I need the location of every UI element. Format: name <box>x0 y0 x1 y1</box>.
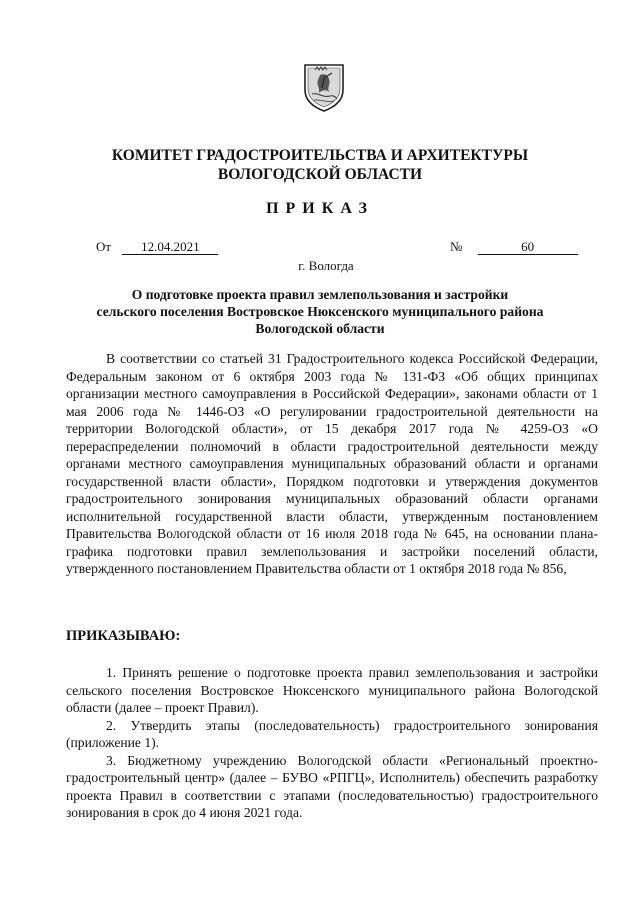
order-item-3: 3. Бюджетному учреждению Вологодской области «Региональный проектно-градостроительный центр» (далее – БУВО «РПГЦ», Исполнитель) обеспечить разработку проекта Правил в соответствии с этапами (последовательностью) градостроительного зонирования в срок до 4 июня 2021 года. <box>66 752 598 820</box>
date-value: 12.04.2021 <box>122 240 218 255</box>
subject-line-1: О подготовке проекта правил землепользования и застройки <box>131 287 509 302</box>
date-label: От <box>96 239 112 254</box>
order-directive: ПРИКАЗЫВАЮ: <box>66 628 181 644</box>
committee-name-line2: ВОЛОГОДСКОЙ ОБЛАСТИ <box>217 166 423 183</box>
subject-line-3: Вологодской области <box>255 321 385 336</box>
order-item-1: 1. Принять решение о подготовке проекта правил землепользования и застройки сельского поселения Востровское Нюксенского муниципального района Вологодской области (далее – проект Правил). <box>66 665 598 715</box>
number-label: № <box>450 239 463 254</box>
number-row <box>450 239 578 255</box>
document-type-title: ПРИКАЗ <box>266 200 374 217</box>
city: г. Вологда <box>298 258 354 273</box>
preamble <box>66 350 598 578</box>
date-row <box>96 239 218 255</box>
preamble-text: В соответствии со статьей 31 Градостроительного кодекса Российской Федерации, Федеральным законом от 6 октября 2003 года № 131-ФЗ «Об общих принципах организации местного самоуправления в Российской Федерации», законами области от 1 мая 2006 года № 1446-ОЗ «О регулировании градостроительной деятельности на территории Вологодской области», от 15 декабря 2017 года № 4259-ОЗ «О перераспределении полномочий в области градостроительной деятельности между органами местного самоуправления муниципальных образований области и органами государственной власти области», Порядком подготовки и утверждения документов градостроительного зонирования муниципальных образований области органами исполнительной государственной власти области, утвержденным постановлением Правительства Вологодской области от 16 июля 2018 года № 645, на основании плана-графика подготовки правил землепользования и застройки поселений области, утвержденного постановлением Правительства области от 1 октября 2018 года № 856, <box>66 351 598 576</box>
coat-of-arms-icon <box>302 62 346 112</box>
order-subject <box>60 286 580 337</box>
committee-name-line1: КОМИТЕТ ГРАДОСТРОИТЕЛЬСТВА И АРХИТЕКТУРЫ <box>111 147 529 164</box>
order-item-2: 2. Утвердить этапы (последовательность) градостроительного зонирования (приложение 1). <box>66 717 598 750</box>
subject-line-2: сельского поселения Востровское Нюксенского муниципального района <box>96 304 544 319</box>
order-items <box>66 664 598 822</box>
number-value: 60 <box>478 240 578 255</box>
